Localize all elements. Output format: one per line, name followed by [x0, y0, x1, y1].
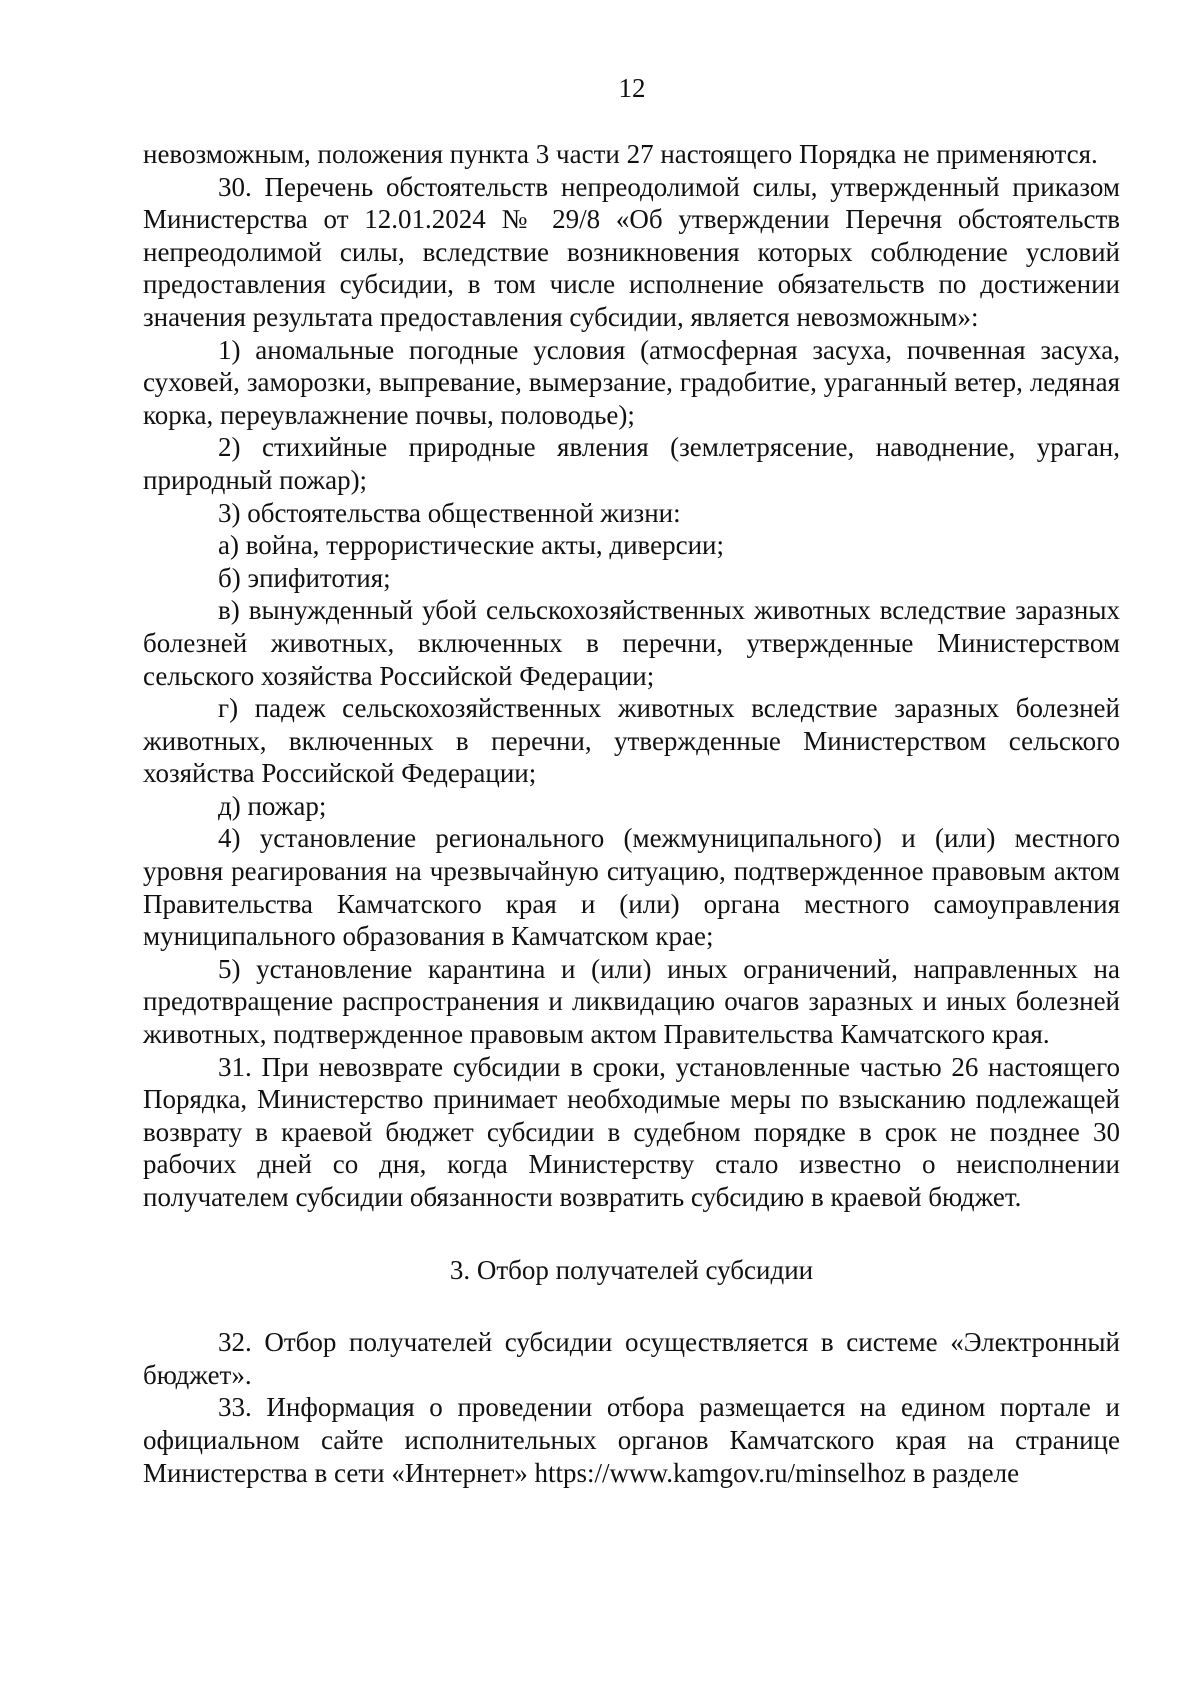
section-heading: 3. Отбор получателей субсидии [449, 1254, 814, 1285]
list-item-2: 2) стихийные природные явления (землетрясение, наводнение, ураган, природный пожар); [143, 432, 1120, 495]
paragraph-31: 31. При невозврате субсидии в сроки, установленные частью 26 настоящего Порядка, Министерство принимает необходимые меры по взысканию подлежащей возврату в краевой бюджет субсидии в судебном порядке в срок не позднее 30 рабочих дней со дня, когда Министерству стало известно о неисполнении получателем субсидии обязанности возвратить субсидию в краевой бюджет. [143, 1051, 1120, 1212]
page-number: 12 [618, 73, 646, 103]
paragraph-30: 30. Перечень обстоятельств непреодолимой силы, утвержденный приказом Министерства от 12.01.2024 № 29/8 «Об утверждении Перечня обстоятельств непреодолимой силы, вследствие возникновения которых соблюдение условий предоставления субсидии, в том числе исполнение обязательств по достижении значения результата предоставления субсидии, является невозможным»: [143, 171, 1120, 332]
list-item-4: 4) установление регионального (межмуниципального) и (или) местного уровня реагирования на чрезвычайную ситуацию, подтвержденное правовым актом Правительства Камчатского края и (или) органа местного самоуправления муниципального образования в Камчатском крае; [143, 823, 1120, 952]
list-item-3a: а) война, террористические акты, диверсии; [218, 530, 724, 561]
list-item-3: 3) обстоятельства общественной жизни: [218, 497, 681, 528]
list-item-3v: в) вынужденный убой сельскохозяйственных животных вследствие заразных болезней животных, включенных в перечни, утвержденные Министерством сельского хозяйства Российской Федерации; [143, 595, 1120, 691]
document-body [143, 138, 1120, 1489]
paragraph-32: 32. Отбор получателей субсидии осуществляется в системе «Электронный бюджет». [143, 1327, 1120, 1390]
list-item-3b: б) эпифитотия; [218, 562, 391, 593]
list-item-1: 1) аномальные погодные условия (атмосферная засуха, почвенная засуха, суховей, заморозки, выпревание, вымерзание, градобитие, ураганный ветер, ледяная корка, переувлажнение почвы, половодье); [143, 334, 1120, 430]
paragraph-continuation: невозможным, положения пункта 3 части 27 настоящего Порядка не применяются. [143, 139, 1098, 169]
list-item-5: 5) установление карантина и (или) иных ограничений, направленных на предотвращение распространения и ликвидацию очагов заразных и иных болезней животных, подтвержденное правовым актом Правительства Камчатского края. [143, 953, 1120, 1050]
paragraph-33: 33. Информация о проведении отбора размещается на едином портале и официальном сайте исполнительных органов Камчатского края на странице Министерства в сети «Интернет» https://www.kamgov.ru/minselhoz в разделе [143, 1392, 1120, 1488]
list-item-3d: д) пожар; [218, 790, 327, 821]
list-item-3g: г) падеж сельскохозяйственных животных вследствие заразных болезней животных, включенных в перечни, утвержденные Министерством сельского хозяйства Российской Федерации; [143, 693, 1120, 789]
